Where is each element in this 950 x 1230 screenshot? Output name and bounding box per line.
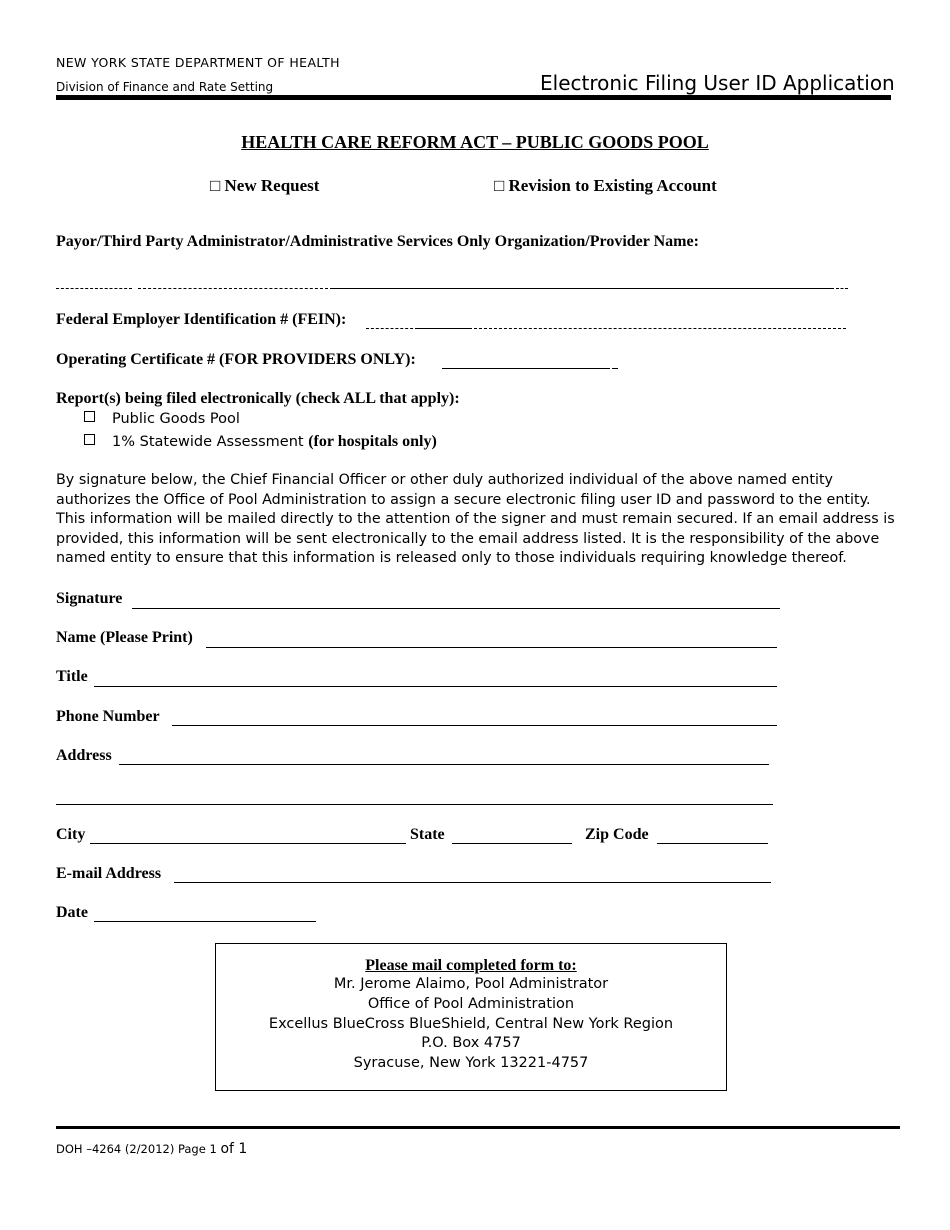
address-field-line-2[interactable] [56,804,773,805]
address-label: Address [56,747,112,764]
email-label: E-mail Address [56,865,162,882]
report-option-public-goods-pool[interactable] [84,411,240,427]
mailing-line: Mr. Jerome Alaimo, Pool Administrator [333,976,609,992]
mailing-line: Excellus BlueCross BlueShield, Central New York Region [268,1016,674,1032]
operating-certificate-field-end[interactable] [612,368,618,369]
form-title: Electronic Filing User ID Application [540,71,895,95]
new-request-checkbox[interactable]: □ New Request [210,176,320,195]
mailing-address-box [215,943,727,1091]
mailing-line: P.O. Box 4757 [421,1035,521,1051]
print-name-field[interactable] [206,647,777,648]
division-name: Division of Finance and Rate Setting [56,80,274,94]
payor-name-field-end[interactable] [836,288,848,289]
mailing-line: Office of Pool Administration [367,996,575,1012]
date-field[interactable] [94,921,316,922]
form-number: DOH –4264 (2/2012) Page 1 [56,1142,217,1156]
title-label: Title [56,668,88,685]
footer-divider [56,1126,900,1129]
revision-checkbox[interactable]: □ Revision to Existing Account [494,176,717,195]
email-field[interactable] [174,882,771,883]
print-name-label: Name (Please Print) [56,629,193,646]
main-heading: HEALTH CARE REFORM ACT – PUBLIC GOODS POOL [241,132,709,152]
city-field[interactable] [90,843,406,844]
zip-label: Zip Code [585,826,649,843]
department-name: NEW YORK STATE DEPARTMENT OF HEALTH [56,55,340,70]
signature-field[interactable] [132,608,780,609]
phone-label: Phone Number [56,708,160,725]
report-option-label: 1% Statewide Assessment [112,434,304,450]
zip-field[interactable] [657,843,768,844]
payor-name-field-dashes[interactable] [138,288,328,289]
fein-label: Federal Employer Identification # (FEIN): [56,311,347,328]
footer [56,1141,247,1157]
report-option-note: (for hospitals only) [308,433,437,450]
page-total: of 1 [220,1141,248,1157]
payor-name-label: Payor/Third Party Administrator/Administrative Services Only Organization/Provider Name: [56,233,699,250]
header-divider [56,95,891,100]
address-field[interactable] [119,764,769,765]
operating-certificate-label: Operating Certificate # (FOR PROVIDERS ONLY): [56,351,416,368]
title-field[interactable] [94,686,777,687]
signature-label: Signature [56,590,123,607]
operating-certificate-field[interactable] [442,368,610,369]
checkbox-icon[interactable] [84,411,95,422]
date-label: Date [56,904,88,921]
authorization-paragraph: By signature below, the Chief Financial Officer or other duly authorized individual of the above named entity authorizes the Office of Pool Administration to assign a secure electronic filing user ID and password to the entity. This information will be mailed directly to the attention of the signer and must remain secured. If an email address is provided, this information will be sent electronically to the email address listed. It is the responsibility of the above named entity to ensure that this information is released only to those individuals requiring knowledge thereof. [56,472,895,567]
payor-name-field[interactable] [330,288,834,289]
report-option-label: Public Goods Pool [112,411,240,427]
fein-field-start[interactable] [366,328,418,329]
fein-field-dashes[interactable] [474,328,846,329]
checkbox-icon[interactable] [84,434,95,445]
city-label: City [56,826,86,843]
fein-field[interactable] [418,328,472,329]
payor-name-field-start[interactable] [56,288,132,289]
state-field[interactable] [452,843,572,844]
phone-field[interactable] [172,725,777,726]
mailing-line: Syracuse, New York 13221-4757 [353,1055,589,1071]
reports-label: Report(s) being filed electronically (check ALL that apply): [56,390,460,407]
state-label: State [410,826,445,843]
mailing-heading: Please mail completed form to: [365,957,577,974]
report-option-statewide-assessment[interactable] [84,433,437,451]
